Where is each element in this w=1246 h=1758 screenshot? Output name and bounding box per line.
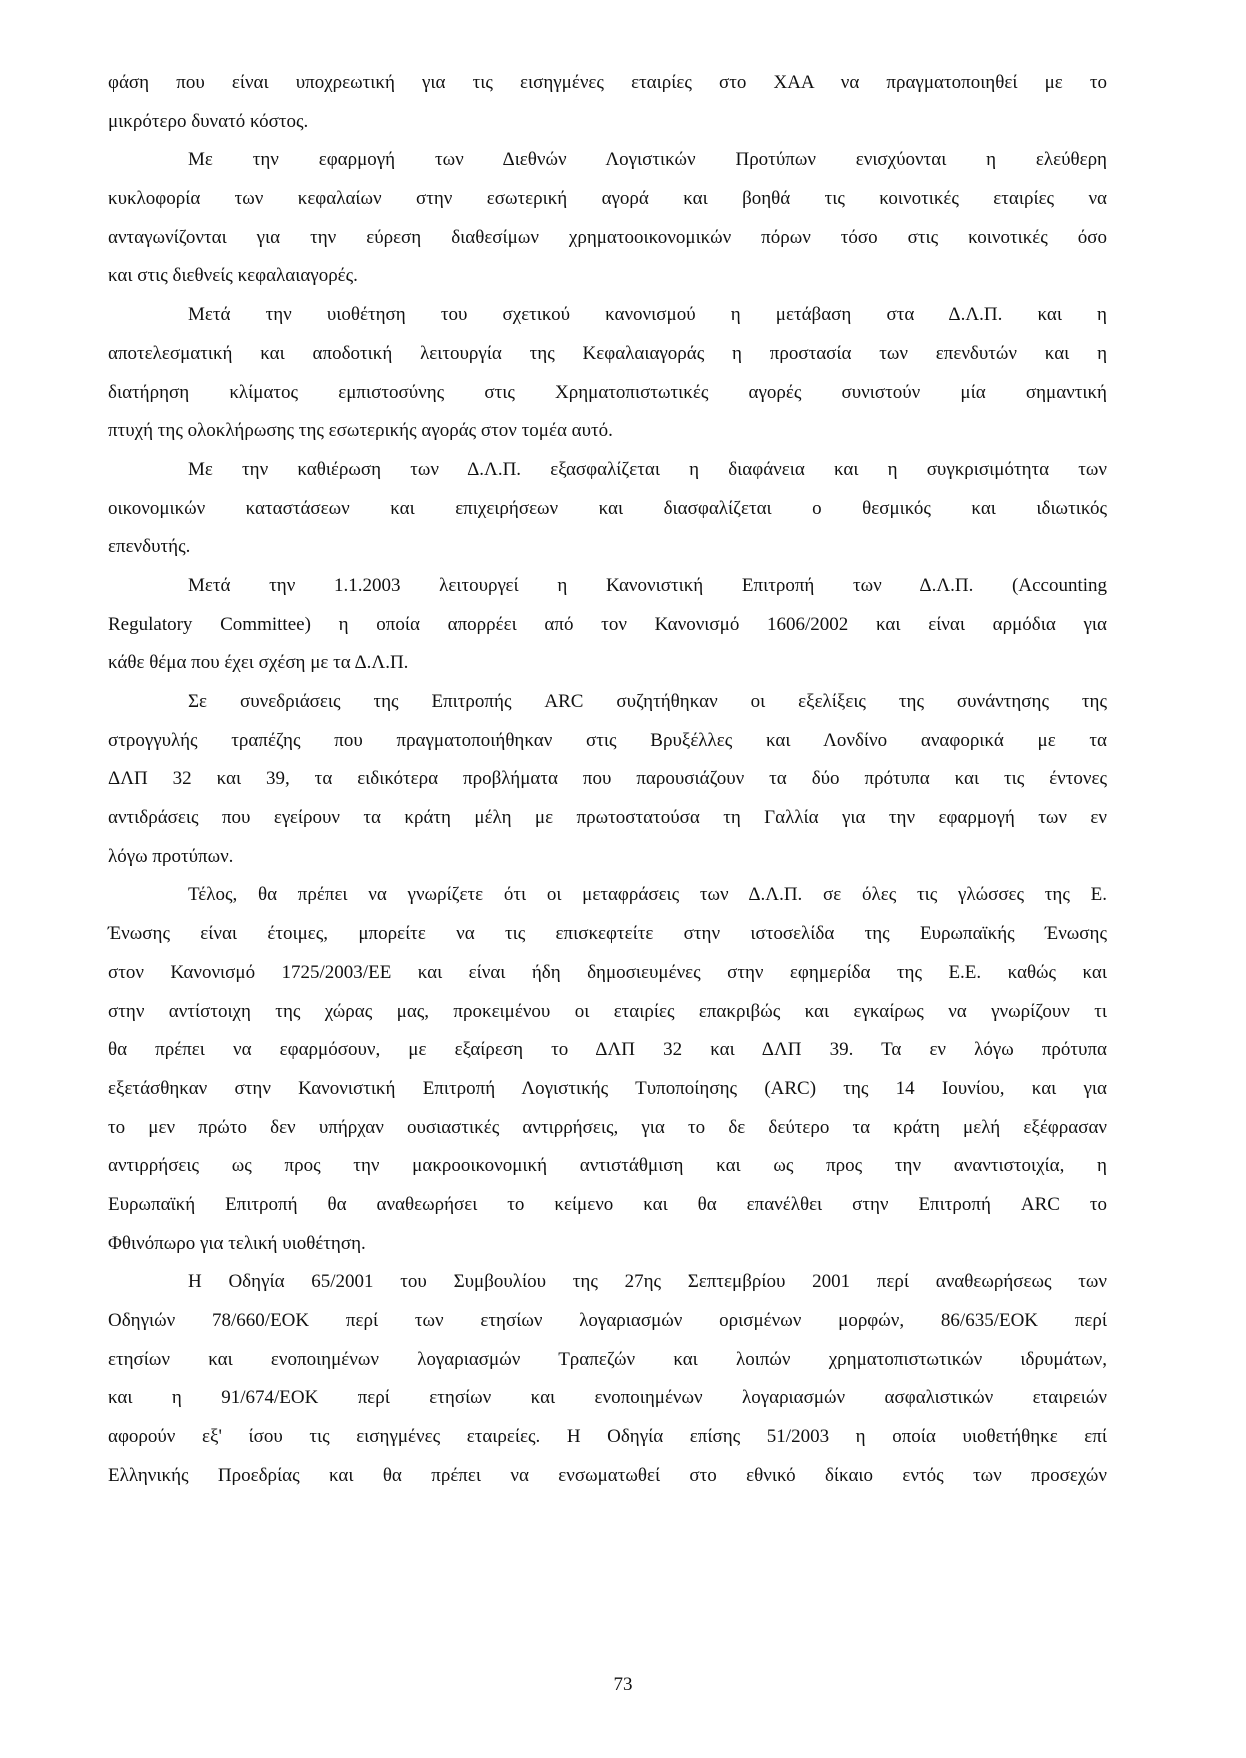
text-line: Με την καθιέρωση των Δ.Λ.Π. εξασφαλίζεται η διαφάνεια και η συγκρισιμότητα των <box>188 458 1107 480</box>
text-line: Ελληνικής Προεδρίας και θα πρέπει να ενσωματωθεί στο εθνικό δίκαιο εντός των προσεχών <box>108 1464 1107 1486</box>
text-line: κάθε θέμα που έχει σχέση με τα Δ.Λ.Π. <box>108 652 409 674</box>
text-line: στην αντίστοιχη της χώρας μας, προκειμένου οι εταιρίες επακριβώς και εγκαίρως να γνωρίζουν τι <box>108 1000 1107 1022</box>
text-line: ΔΛΠ 32 και 39, τα ειδικότερα προβλήματα που παρουσιάζουν τα δύο πρότυπα και τις έντονες <box>108 768 1107 790</box>
text-line: θα πρέπει να εφαρμόσουν, με εξαίρεση το ΔΛΠ 32 και ΔΛΠ 39. Τα εν λόγω πρότυπα <box>108 1039 1107 1061</box>
text-line: στρογγυλής τραπέζης που πραγματοποιήθηκαν στις Βρυξέλλες και Λονδίνο αναφορικά με τα <box>108 729 1107 751</box>
text-line: και στις διεθνείς κεφαλαιαγορές. <box>108 265 358 287</box>
text-line: Ευρωπαϊκή Επιτροπή θα αναθεωρήσει το κείμενο και θα επανέλθει στην Επιτροπή ARC το <box>108 1193 1107 1215</box>
paragraph <box>108 876 1107 1263</box>
body-text <box>108 64 1107 1495</box>
text-line: Ένωσης είναι έτοιμες, μπορείτε να τις επισκεφτείτε στην ιστοσελίδα της Ευρωπαϊκής Ένωσης <box>108 923 1107 945</box>
text-line: οικονομικών καταστάσεων και επιχειρήσεων και διασφαλίζεται ο θεσμικός και ιδιωτικός <box>108 497 1107 519</box>
paragraph <box>108 451 1107 567</box>
text-line: επενδυτής. <box>108 536 191 558</box>
text-line: Φθινόπωρο για τελική υιοθέτηση. <box>108 1232 366 1254</box>
page-number: 73 <box>613 1674 633 1695</box>
text-line: Οδηγιών 78/660/ΕΟΚ περί των ετησίων λογαριασμών ορισμένων μορφών, 86/635/ΕΟΚ περί <box>108 1310 1107 1331</box>
text-line: Regulatory Committee) η οποία απορρέει από τον Κανονισμό 1606/2002 και είναι αρμόδια για <box>108 613 1107 635</box>
text-line: και η 91/674/ΕΟΚ περί ετησίων και ενοποιημένων λογαριασμών ασφαλιστικών εταιρειών <box>108 1387 1107 1409</box>
text-line: αφορούν εξ' ίσου τις εισηγμένες εταιρείες. Η Οδηγία επίσης 51/2003 η οποία υιοθετήθηκε επί <box>108 1426 1107 1448</box>
text-line: εξετάσθηκαν στην Κανονιστική Επιτροπή Λογιστικής Τυποποίησης (ARC) της 14 Ιουνίου, και για <box>108 1077 1107 1099</box>
text-line: λόγω προτύπων. <box>108 845 234 867</box>
text-line: πτυχή της ολοκλήρωσης της εσωτερικής αγοράς στον τομέα αυτό. <box>108 420 613 442</box>
text-line: Σε συνεδριάσεις της Επιτροπής ARC συζητήθηκαν οι εξελίξεις της συνάντησης της <box>188 691 1107 712</box>
paragraph <box>108 1263 1107 1495</box>
paragraph <box>108 567 1107 683</box>
text-line: αντιδράσεις που εγείρουν τα κράτη μέλη με πρωτοστατούσα τη Γαλλία για την εφαρμογή των εν <box>108 807 1107 829</box>
text-line: Η Οδηγία 65/2001 του Συμβουλίου της 27ης Σεπτεμβρίου 2001 περί αναθεωρήσεως των <box>188 1271 1107 1293</box>
text-line: στον Κανονισμό 1725/2003/ΕΕ και είναι ήδη δημοσιευμένες στην εφημερίδα της Ε.Ε. καθώς και <box>108 961 1107 983</box>
text-line: Τέλος, θα πρέπει να γνωρίζετε ότι οι μεταφράσεις των Δ.Λ.Π. σε όλες τις γλώσσες της Ε. <box>188 884 1107 906</box>
text-line: Μετά την υιοθέτηση του σχετικού κανονισμού η μετάβαση στα Δ.Λ.Π. και η <box>188 304 1107 326</box>
paragraph <box>108 64 1107 141</box>
text-line: διατήρηση κλίματος εμπιστοσύνης στις Χρηματοπιστωτικές αγορές συνιστούν μία σημαντική <box>108 381 1107 403</box>
text-line: Μετά την 1.1.2003 λειτουργεί η Κανονιστική Επιτροπή των Δ.Λ.Π. (Accounting <box>188 574 1107 596</box>
text-line: αντιρρήσεις ως προς την μακροοικονομική αντιστάθμιση και ως προς την αναντιστοιχία, η <box>108 1155 1107 1177</box>
text-line: φάση που είναι υποχρεωτική για τις εισηγμένες εταιρίες στο ΧΑΑ να πραγματοποιηθεί με το <box>108 72 1107 93</box>
text-line: ετησίων και ενοποιημένων λογαριασμών Τραπεζών και λοιπών χρηματοπιστωτικών ιδρυμάτων, <box>108 1348 1107 1370</box>
text-line: αποτελεσματική και αποδοτική λειτουργία της Κεφαλαιαγοράς η προστασία των επενδυτών και η <box>108 342 1107 364</box>
paragraph <box>108 683 1107 876</box>
paragraph <box>108 141 1107 296</box>
text-line: το μεν πρώτο δεν υπήρχαν ουσιαστικές αντιρρήσεις, για το δε δεύτερο τα κράτη μελή εξέφρασαν <box>108 1116 1107 1138</box>
text-line: μικρότερο δυνατό κόστος. <box>108 110 309 132</box>
paragraph <box>108 296 1107 451</box>
text-line: ανταγωνίζονται για την εύρεση διαθεσίμων χρηματοοικονομικών πόρων τόσο στις κοινοτικές όσο <box>108 226 1107 248</box>
text-line: κυκλοφορία των κεφαλαίων στην εσωτερική αγορά και βοηθά τις κοινοτικές εταιρίες να <box>108 188 1107 210</box>
text-line: Με την εφαρμογή των Διεθνών Λογιστικών Προτύπων ενισχύονται η ελεύθερη <box>188 149 1107 171</box>
